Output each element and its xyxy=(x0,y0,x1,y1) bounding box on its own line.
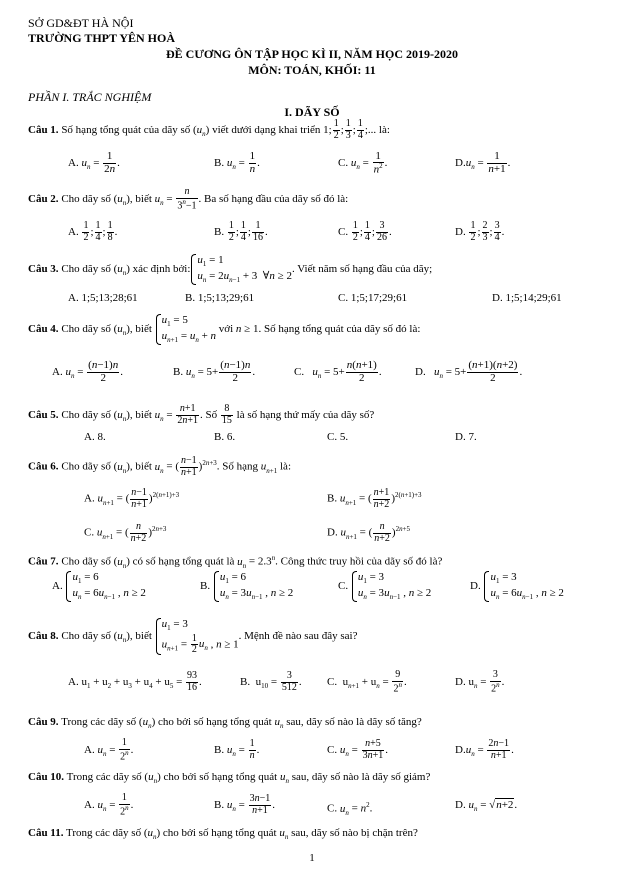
option-d[interactable]: D. $u_n = √n+2$. xyxy=(455,799,518,814)
question-text: Cho dãy số xyxy=(58,630,111,642)
question-label: Câu 3. xyxy=(28,263,59,275)
question-label: Câu 4. xyxy=(28,323,59,335)
option-label: B. xyxy=(327,492,338,505)
question-text: sau, dãy số nào là dãy số tăng? xyxy=(283,716,422,728)
option-label: A. xyxy=(68,676,79,688)
question-6: Câu 6. Cho dãy số $(u_n)$, biết $u_n$ = ( $\frac{n-1}{n+1}$ )$^{2n+3}$. Số hạng $u_{n+1}$ là: xyxy=(28,455,291,478)
question-text: . Ba số hạng đầu của dãy số đó là: xyxy=(198,193,349,205)
question-label: Câu 6. xyxy=(28,460,59,473)
question-text: . Số xyxy=(200,409,220,421)
page-number: 1 xyxy=(309,852,315,864)
question-text: Cho dãy số xyxy=(58,263,111,275)
option-b[interactable] xyxy=(214,431,235,443)
option-text: 6. xyxy=(226,431,236,443)
question-text: Cho dãy số xyxy=(58,193,111,205)
option-text: 8. xyxy=(97,431,106,443)
option-d[interactable] xyxy=(455,431,477,443)
question-text: cho bởi số hạng tổng quát xyxy=(155,716,275,728)
question-text: . Viết năm số hạng đầu của dãy; xyxy=(291,263,433,275)
option-label: A. xyxy=(52,580,63,592)
option-label: C. xyxy=(338,292,349,304)
option-d[interactable]: D. $\frac{1}{2}$ ; $\frac{2}{3}$ ; $\frac{3}{4}$ . xyxy=(455,220,505,243)
question-text: là: xyxy=(376,124,390,136)
question-11: Câu 11. Trong các dãy số $(u_n)$ cho bởi số hạng tổng quát $u_n$ sau, dãy số nào bị chặn trên? xyxy=(28,827,418,842)
option-label: A. xyxy=(84,744,95,756)
question-9: Câu 9. Trong các dãy số $(u_n)$ cho bởi số hạng tổng quát $u_n$ sau, dãy số nào là dãy số tăng? xyxy=(28,716,422,731)
question-text: , biết xyxy=(129,460,152,473)
school-name: TRƯỜNG THPT YÊN HOÀ xyxy=(28,31,176,45)
option-label: D. xyxy=(470,580,481,592)
option-label: B. xyxy=(214,744,225,756)
question-label: Câu 9. xyxy=(28,716,59,728)
option-d[interactable]: $D.u_n$ = $\frac{1}{n+1}$ . xyxy=(455,150,511,175)
option-label: D. xyxy=(455,157,466,169)
option-text: 5. xyxy=(339,431,349,443)
option-c[interactable]: C. $u_{n+1}$ = ( $\frac{n}{n+2}$ )$^{2n+3}$ xyxy=(84,521,167,544)
option-text: 1;5;13;29;61 xyxy=(197,292,255,304)
option-label: C. xyxy=(327,431,338,443)
option-label: D. xyxy=(415,366,426,378)
question-text: cho bởi số hạng tổng quát xyxy=(160,827,280,839)
option-c[interactable]: C. $\frac{1}{2}$ ; $\frac{1}{4}$ ; $\frac{3}{26}$ . xyxy=(338,220,392,243)
question-label: Câu 10. xyxy=(28,771,65,783)
option-b[interactable]: B. $u_1 = 6$ $u_n = 3u_{n-1}$ , n ≥ 2 xyxy=(200,570,294,602)
option-label: D. xyxy=(455,799,466,811)
option-c[interactable] xyxy=(327,431,348,443)
option-a[interactable]: A. $u_{n+1}$ = ( $\frac{n-1}{n+1}$ )$^{2(n+1)+3}$ xyxy=(84,487,180,510)
option-b[interactable]: B. $u_{10}$ = $\frac{3}{512}$ . xyxy=(240,670,302,693)
option-b[interactable] xyxy=(185,292,254,304)
part-heading: PHẦN I. TRẮC NGHIỆM xyxy=(28,90,152,104)
question-text: cho bởi số hạng tổng quát xyxy=(160,771,280,783)
option-b[interactable]: B. $u_n = 5+$ $\frac{(n-1)n}{2}$ . xyxy=(173,359,256,384)
question-1: Câu 1. Số hạng tổng quát của dãy số $(u_n)$ viết dưới dạng khai triển 1; $\frac{1}{2}$ ; $\frac{1}{3}$ ; $\frac{1}{4}$ ;... là: xyxy=(28,118,390,141)
option-label: A. xyxy=(52,366,63,378)
option-c[interactable]: C. $u_n$ = $\frac{1}{n^2}$ . xyxy=(338,149,388,176)
option-a[interactable]: A. $u_n$ = $\frac{1}{2^n}$ . xyxy=(84,792,134,818)
question-label: Câu 2. xyxy=(28,193,59,205)
question-5: Câu 5. Cho dãy số $(u_n)$, biết $u_n$ = $\frac{n+1}{2n+1}$ . Số $\frac{8}{15}$ là số hạng thứ mấy của dãy số? xyxy=(28,403,375,426)
option-label: D. xyxy=(492,292,503,304)
option-label: B. xyxy=(214,799,225,811)
question-text: sau, dãy số nào là dãy số giảm? xyxy=(288,771,431,783)
option-d[interactable]: D. $u_1 = 3$ $u_n = 6u_{n-1}$ , n ≥ 2 xyxy=(470,570,564,602)
option-d[interactable] xyxy=(492,292,562,304)
option-a[interactable]: A. $u_1 + u_2 + u_3 + u_4 + u_5$ = $\frac{93}{16}$ . xyxy=(68,670,202,693)
question-text: , biết xyxy=(129,409,152,421)
option-b[interactable]: B. $\frac{1}{2}$ ; $\frac{1}{4}$ ; $\frac{1}{16}$ . xyxy=(214,220,268,243)
option-d[interactable]: $D.u_n$ = $\frac{2n-1}{n+1}$ . xyxy=(455,738,514,761)
option-a[interactable] xyxy=(84,431,106,443)
option-label: A. xyxy=(84,492,95,505)
question-label: Câu 11. xyxy=(28,827,64,839)
question-text: Trong các dãy số xyxy=(63,827,142,839)
option-label: D. xyxy=(455,226,466,238)
question-text: . Số hạng xyxy=(216,460,261,473)
option-b[interactable]: B. $u_{n+1}$ = ( $\frac{n+1}{n+2}$ )$^{2(n+1)+3}$ xyxy=(327,487,422,510)
question-text: viết dưới dạng khai triển xyxy=(209,124,324,136)
option-label: A. xyxy=(84,799,95,811)
question-text: Cho dãy số xyxy=(58,555,111,568)
question-text: . Mệnh đề nào sau đây sai? xyxy=(238,630,358,642)
question-text: , biết xyxy=(129,323,152,335)
question-text: Cho dãy số xyxy=(58,460,111,473)
option-label: A. xyxy=(68,292,79,304)
question-text: Trong các dãy số xyxy=(58,716,137,728)
option-label: C. xyxy=(84,526,95,539)
question-text: Trong các dãy số xyxy=(64,771,142,783)
option-a[interactable]: A. $u_n$ = $\frac{(n-1)n}{2}$ . xyxy=(52,359,123,384)
option-a[interactable]: A. $\frac{1}{2}$ ; $\frac{1}{4}$ ; $\frac{1}{8}$ . xyxy=(68,220,118,243)
option-label: C. xyxy=(294,366,305,378)
option-label: A. xyxy=(68,226,79,238)
option-c[interactable]: C. $u_n = 5+$ $\frac{n(n+1)}{2}$ . xyxy=(294,359,382,384)
option-label: B. xyxy=(173,366,184,378)
option-label: C. xyxy=(338,157,349,169)
question-text: có số hạng tổng quát là xyxy=(129,555,238,568)
question-label: Câu 1. xyxy=(28,124,59,136)
option-label: C. xyxy=(327,802,338,815)
option-a[interactable]: A. $u_n$ = $\frac{1}{2^n}$ . xyxy=(84,737,134,763)
option-text: 1;5;14;29;61 xyxy=(505,292,562,304)
question-3: Câu 3. Cho dãy số $(u_n)$ xác định bởi: $u_1 = 1$ $u_n = 2u_{n-1} + 3$ ∀n ≥ 2 . Viết năm số hạng đầu của dãy; xyxy=(28,253,433,285)
option-a[interactable]: A. $u_1 = 6$ $u_n = 6u_{n-1}$ , n ≥ 2 xyxy=(52,570,146,602)
option-label: D. xyxy=(455,744,466,756)
option-d[interactable]: D. $u_n$ = $\frac{3}{2^n}$ . xyxy=(455,669,505,695)
option-text: 1;5;17;29;61 xyxy=(350,292,408,304)
question-text: . Công thức truy hồi của dãy số đó là? xyxy=(275,555,443,568)
question-text: sau, dãy số nào bị chặn trên? xyxy=(288,827,418,839)
question-label: Câu 7. xyxy=(28,555,59,568)
question-label: Câu 5. xyxy=(28,409,59,421)
option-label: D. xyxy=(455,676,466,688)
question-label: Câu 8. xyxy=(28,630,59,642)
doc-subject: MÔN: TOÁN, KHỐI: 11 xyxy=(248,63,376,77)
option-label: B. xyxy=(214,226,225,238)
option-label: A. xyxy=(68,157,79,169)
option-label: C. xyxy=(327,744,338,756)
dept-name: SỞ GD&ĐT HÀ NỘI xyxy=(28,16,134,30)
question-text: là số hạng thứ mấy của dãy số? xyxy=(233,409,375,421)
option-c[interactable]: C. $u_1 = 3$ $u_n = 3u_{n-1}$ , n ≥ 2 xyxy=(338,570,432,602)
option-label: C. xyxy=(338,580,349,592)
doc-title: ĐỀ CƯƠNG ÔN TẬP HỌC KÌ II, NĂM HỌC 2019-2020 xyxy=(165,47,458,61)
question-7: Câu 7. Cho dãy số $(u_n)$ có số hạng tổng quát là $u_n = 2.3^n$. Công thức truy hồi của dãy số đó là? xyxy=(28,554,443,570)
question-10: Câu 10. Trong các dãy số $(u_n)$ cho bởi số hạng tổng quát $u_n$ sau, dãy số nào là dãy số giảm? xyxy=(28,771,431,786)
section-heading: I. DÃY SỐ xyxy=(284,105,340,119)
question-4: Câu 4. Cho dãy số $(u_n)$, biết $u_1 = 5$ $u_{n+1} = u_n + n$ với n ≥ 1. Số hạng tổng quát của dãy số đó là: xyxy=(28,313,421,345)
option-c[interactable] xyxy=(338,292,407,304)
option-label: D. xyxy=(455,431,466,443)
question-text: Cho dãy số xyxy=(58,323,111,335)
option-label: B. xyxy=(185,292,196,304)
option-b[interactable]: B. $u_n$ = $\frac{1}{n}$ . xyxy=(214,150,260,175)
option-text: 7. xyxy=(468,431,477,443)
question-text: Số hạng tổng quát của dãy số xyxy=(58,124,191,136)
option-label: B. xyxy=(200,580,211,592)
option-text: 1;5;13;28;61 xyxy=(81,292,138,304)
option-label: B. xyxy=(214,157,225,169)
option-label: C. xyxy=(338,226,349,238)
question-text: xác định bởi: xyxy=(129,263,191,275)
option-label: B. xyxy=(214,431,225,443)
option-label: D. xyxy=(327,526,338,539)
option-d[interactable]: D. $u_{n+1}$ = ( $\frac{n}{n+2}$ )$^{2n+5}$ xyxy=(327,521,411,544)
question-text: là: xyxy=(277,460,291,473)
question-text: với xyxy=(218,323,236,335)
question-text: , biết xyxy=(129,193,152,205)
option-c[interactable]: C. $u_n$ = $\frac{n+5}{3n+1}$ . xyxy=(327,738,388,761)
option-a[interactable] xyxy=(68,292,138,304)
option-d[interactable]: D. $u_n = 5+$ $\frac{(n+1)(n+2)}{2}$ . xyxy=(415,359,523,384)
option-c[interactable]: C. $u_n = n^2$. xyxy=(327,801,373,817)
question-text: Cho dãy số xyxy=(58,409,111,421)
question-text: . Số hạng tổng quát của dãy số đó là: xyxy=(258,323,421,335)
option-c[interactable]: C. $u_{n+1} + u_n$ = $\frac{9}{2^n}$ . xyxy=(327,669,407,695)
option-b[interactable]: B. $u_n$ = $\frac{3n-1}{n+1}$ . xyxy=(214,793,275,816)
option-label: B. xyxy=(240,676,251,688)
question-8: Câu 8. Cho dãy số $(u_n)$, biết $u_1 = 3$ $u_{n+1}$ = $\frac{1}{2}$ $u_n$ , n ≥ 1 . Mệnh đề nào sau đây sai? xyxy=(28,618,358,656)
option-label: C. xyxy=(327,676,338,688)
option-label: A. xyxy=(84,431,95,443)
question-text: , biết xyxy=(129,630,152,642)
option-a[interactable]: A. $u_n$ = $\frac{1}{2n}$ . xyxy=(68,150,120,175)
option-b[interactable]: B. $u_n$ = $\frac{1}{n}$ . xyxy=(214,738,260,761)
question-2: Câu 2. Cho dãy số $(u_n)$, biết $u_n$ = $\frac{n}{3^n-1}$ . Ba số hạng đầu của dãy số đó là: xyxy=(28,186,349,212)
